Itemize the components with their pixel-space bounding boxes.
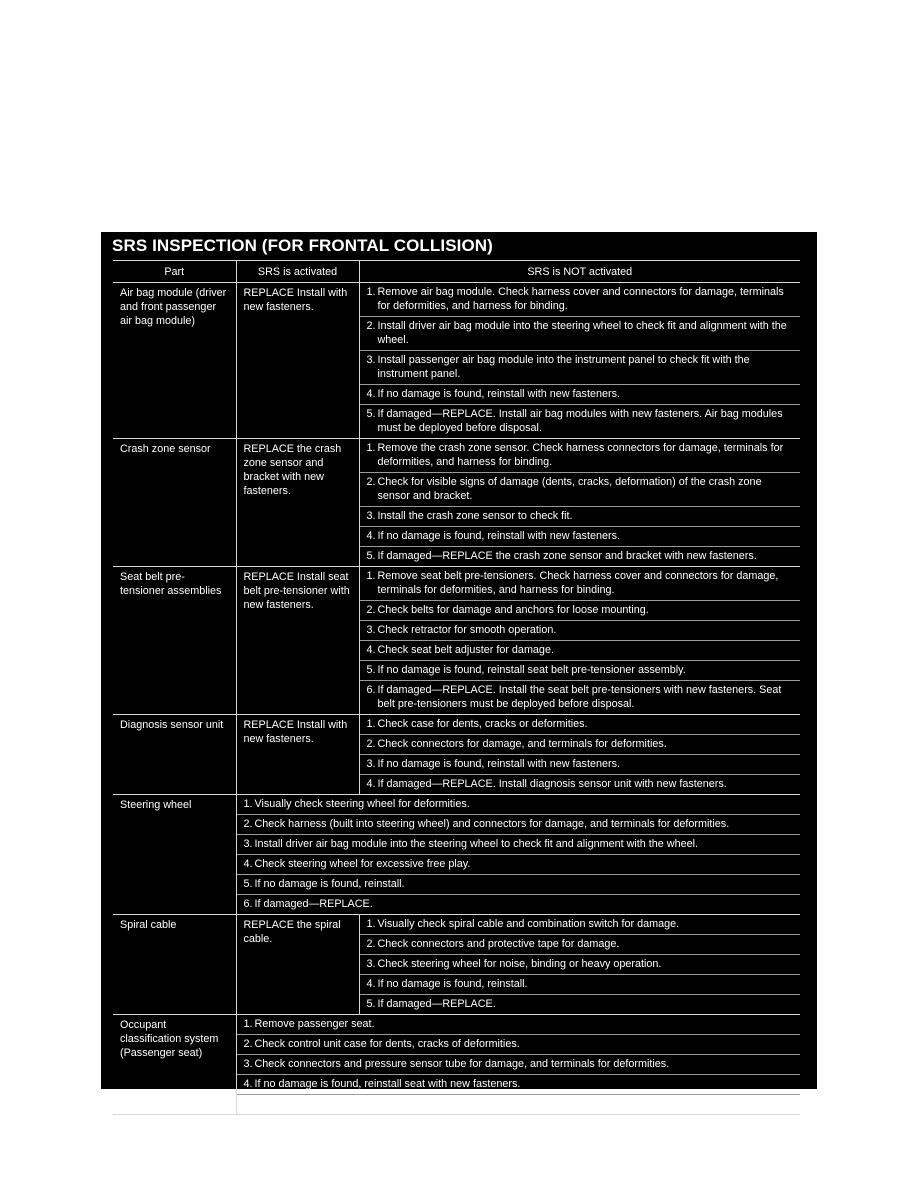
not-activated-cell: [236, 1015, 800, 1115]
header-part: Part: [113, 261, 236, 283]
inspection-step: [360, 754, 801, 774]
step-number: 4.: [243, 858, 253, 870]
inspection-step: [237, 814, 801, 834]
not-activated-cell: [236, 795, 800, 915]
step-number: 5.: [243, 878, 253, 890]
step-number: 3.: [366, 758, 376, 770]
srs-inspection-panel: [101, 232, 817, 1110]
inspection-step: [237, 1015, 801, 1034]
inspection-step: [360, 439, 801, 472]
header-srs-activated: SRS is activated: [236, 261, 359, 283]
not-activated-cell: [359, 915, 800, 1015]
step-number: 3.: [366, 624, 376, 636]
table-row: [113, 915, 800, 1015]
inspection-table: [113, 260, 800, 1115]
part-cell: Occupant classification system (Passenger seat): [113, 1015, 236, 1115]
inspection-step: [360, 316, 801, 350]
step-text: If no damage is found, reinstall seat belt pre-tensioner assembly.: [377, 664, 686, 676]
part-cell: Air bag module (driver and front passenger air bag module): [113, 283, 236, 439]
step-text: Check belts for damage and anchors for loose mounting.: [377, 604, 649, 616]
step-text: Install driver air bag module into the steering wheel to check fit and alignment with the wheel.: [254, 838, 699, 850]
step-number: 6.: [366, 684, 376, 696]
step-text: Check retractor for smooth operation.: [377, 624, 557, 636]
activated-cell: REPLACE Install seat belt pre-tensioner with new fasteners.: [236, 567, 359, 715]
inspection-step: [237, 854, 801, 874]
step-text: Install passenger air bag module into the instrument panel to check fit with the instrument panel.: [377, 354, 750, 380]
step-text: Check steering wheel for excessive free play.: [254, 858, 471, 870]
step-number: 5.: [243, 1098, 253, 1110]
inspection-step: [360, 472, 801, 506]
inspection-step: [237, 1034, 801, 1054]
step-number: 4.: [366, 978, 376, 990]
step-text: If no damage is found, reinstall seat with new fasteners.: [254, 1078, 521, 1090]
step-number: 2.: [243, 1038, 253, 1050]
step-text: Install driver air bag module into the steering wheel to check fit and alignment with the wheel.: [377, 320, 787, 346]
inspection-step: [360, 620, 801, 640]
inspection-step: [360, 994, 801, 1014]
step-text: Visually check spiral cable and combination switch for damage.: [377, 918, 680, 930]
step-text: If damaged—REPLACE the crash zone sensor and bracket with new fasteners.: [377, 550, 757, 562]
inspection-step: [360, 600, 801, 620]
inspection-step: [360, 954, 801, 974]
not-activated-cell: [359, 715, 800, 795]
step-number: 4.: [366, 530, 376, 542]
part-cell: Crash zone sensor: [113, 439, 236, 567]
step-number: 2.: [366, 476, 376, 488]
inspection-step: [360, 384, 801, 404]
inspection-step: [237, 1074, 801, 1094]
inspection-step: [360, 715, 801, 734]
step-number: 3.: [366, 958, 376, 970]
inspection-step: [360, 350, 801, 384]
step-number: 4.: [366, 778, 376, 790]
step-text: Remove the crash zone sensor. Check harness connectors for damage, terminals for deformities, and harness for binding.: [377, 442, 784, 468]
step-text: If damaged—REPLACE.: [377, 998, 496, 1010]
step-text: If no damage is found, reinstall.: [254, 878, 405, 890]
table-row: [113, 1015, 800, 1115]
activated-cell: REPLACE Install with new fasteners.: [236, 283, 359, 439]
step-number: 1.: [366, 570, 376, 582]
step-number: 2.: [366, 938, 376, 950]
inspection-step: [237, 834, 801, 854]
inspection-step: [237, 874, 801, 894]
step-text: If damaged—REPLACE. Install the seat belt pre-tensioners with new fasteners. Seat belt pre-tensioners must be deployed before disposal.: [377, 684, 782, 710]
activated-cell: REPLACE the spiral cable.: [236, 915, 359, 1015]
step-text: Check control unit case for dents, cracks of deformities.: [254, 1038, 520, 1050]
inspection-step: [237, 1054, 801, 1074]
step-number: 4.: [366, 388, 376, 400]
step-number: 2.: [366, 738, 376, 750]
step-text: Check for visible signs of damage (dents, cracks, deformation) of the crash zone sensor and bracket.: [377, 476, 762, 502]
inspection-step: [360, 774, 801, 794]
step-number: 3.: [243, 1058, 253, 1070]
step-number: 4.: [243, 1078, 253, 1090]
step-number: 1.: [243, 1018, 253, 1030]
inspection-step: [360, 680, 801, 714]
step-text: Remove air bag module. Check harness cover and connectors for damage, terminals for deformities, and harness for binding.: [377, 286, 784, 312]
step-text: If damaged—REPLACE. Install air bag modules with new fasteners. Air bag modules must be deployed before disposal.: [377, 408, 783, 434]
step-number: 3.: [243, 838, 253, 850]
step-text: Visually check steering wheel for deformities.: [254, 798, 470, 810]
step-number: 1.: [366, 442, 376, 454]
table-row: [113, 715, 800, 795]
inspection-step: [360, 506, 801, 526]
inspection-step: [360, 640, 801, 660]
not-activated-cell: [359, 283, 800, 439]
step-number: 6.: [243, 898, 253, 910]
step-text: Check harness (built into steering wheel) and connectors for damage, and terminals for deformities.: [254, 818, 730, 830]
table-row: [113, 283, 800, 439]
activated-cell: REPLACE Install with new fasteners.: [236, 715, 359, 795]
not-activated-cell: [359, 439, 800, 567]
inspection-step: [360, 283, 801, 316]
inspection-step: [237, 795, 801, 814]
step-text: Check steering wheel for noise, binding or heavy operation.: [377, 958, 662, 970]
step-number: 1.: [366, 286, 376, 298]
part-cell: Spiral cable: [113, 915, 236, 1015]
inspection-step: [360, 404, 801, 438]
table-row: [113, 795, 800, 915]
part-cell: Diagnosis sensor unit: [113, 715, 236, 795]
inspection-step: [360, 934, 801, 954]
inspection-step: [360, 974, 801, 994]
step-number: 4.: [366, 644, 376, 656]
inspection-step: [360, 734, 801, 754]
step-text: Check connectors for damage, and terminals for deformities.: [377, 738, 667, 750]
header-srs-not-activated: SRS is NOT activated: [359, 261, 800, 283]
step-text: Check case for dents, cracks or deformities.: [377, 718, 588, 730]
step-number: 3.: [366, 510, 376, 522]
table-row: [113, 439, 800, 567]
header-row: [113, 261, 800, 283]
step-text: Check connectors and protective tape for damage.: [377, 938, 620, 950]
part-cell: Seat belt pre-tensioner assemblies: [113, 567, 236, 715]
step-text: If damaged — REPLACE seat cushion assembly with new fastners.: [254, 1098, 578, 1110]
step-number: 2.: [243, 818, 253, 830]
part-cell: Steering wheel: [113, 795, 236, 915]
step-text: If no damage is found, reinstall.: [377, 978, 528, 990]
step-number: 2.: [366, 320, 376, 332]
inspection-step: [360, 526, 801, 546]
step-number: 2.: [366, 604, 376, 616]
step-number: 5.: [366, 550, 376, 562]
inspection-step: [360, 567, 801, 600]
inspection-step: [360, 546, 801, 566]
step-text: Check seat belt adjuster for damage.: [377, 644, 554, 656]
step-text: If damaged—REPLACE. Install diagnosis sensor unit with new fasteners.: [377, 778, 727, 790]
step-number: 5.: [366, 664, 376, 676]
step-text: Remove seat belt pre-tensioners. Check harness cover and connectors for damage, terminals for deformities, and harness for binding.: [377, 570, 779, 596]
step-text: If damaged—REPLACE.: [254, 898, 373, 910]
inspection-step: [237, 1094, 801, 1114]
step-text: If no damage is found, reinstall with new fasteners.: [377, 530, 620, 542]
step-text: Check connectors and pressure sensor tube for damage, and terminals for deformities.: [254, 1058, 670, 1070]
activated-cell: REPLACE the crash zone sensor and bracket with new fasteners.: [236, 439, 359, 567]
step-text: Remove passenger seat.: [254, 1018, 375, 1030]
step-number: 3.: [366, 354, 376, 366]
step-text: If no damage is found, reinstall with new fasteners.: [377, 758, 620, 770]
step-text: If no damage is found, reinstall with new fasteners.: [377, 388, 620, 400]
inspection-step: [360, 660, 801, 680]
table-title: SRS INSPECTION (FOR FRONTAL COLLISION): [112, 236, 493, 255]
table-row: [113, 567, 800, 715]
step-number: 5.: [366, 998, 376, 1010]
inspection-step: [237, 894, 801, 914]
step-number: 5.: [366, 408, 376, 420]
step-number: 1.: [366, 718, 376, 730]
step-number: 1.: [243, 798, 253, 810]
inspection-step: [360, 915, 801, 934]
not-activated-cell: [359, 567, 800, 715]
step-text: Install the crash zone sensor to check fit.: [377, 510, 573, 522]
step-number: 1.: [366, 918, 376, 930]
